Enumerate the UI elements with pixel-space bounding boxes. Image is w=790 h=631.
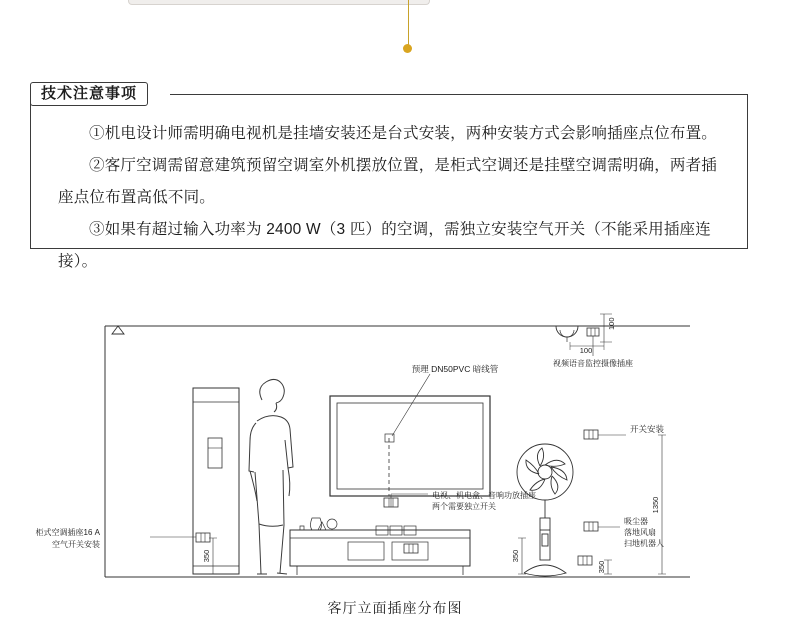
label-camera: 视频语音监控摄像插座	[553, 359, 633, 368]
note-item-2: ②客厅空调需留意建筑预留空调室外机摆放位置，是柜式空调还是挂壁空调需明确，两者插座点位布置高低不同。	[58, 157, 718, 206]
label-ac-cabinet-2: 空气开关安装	[52, 540, 100, 549]
note-item-1: ①机电设计师需明确电视机是挂墙安装还是台式安装，两种安装方式会影响插座点位布置。	[89, 125, 718, 142]
technical-notes-body	[58, 118, 730, 278]
label-fan-height: 350	[597, 560, 606, 574]
technical-notes-title: 技术注意事项	[30, 82, 148, 106]
label-tv-height: 350	[511, 549, 520, 563]
top-decorative-tab	[128, 0, 430, 5]
label-vacuum-2: 落地风扇	[624, 528, 656, 537]
note-item-3: ③如果有超过输入功率为 2400 W（3 匹）的空调，需独立安装空气开关（不能采用插座连接）。	[58, 221, 711, 270]
label-conduit: 预理 DN50PVC 暗线管	[411, 364, 499, 374]
label-switch: 开关安装	[630, 424, 665, 434]
pin-dot-icon	[403, 44, 412, 53]
label-tv-box-1: 电视、机电盒、音响功放插座	[432, 491, 536, 500]
label-ac-height: 350	[202, 549, 211, 563]
label-vacuum-3: 扫地机器人	[624, 539, 664, 548]
label-vacuum-1: 吸尘器	[624, 517, 648, 526]
drawing-caption: 客厅立面插座分布图	[327, 600, 463, 616]
label-ac-cabinet-1: 柜式空调插座16 A	[35, 528, 100, 537]
label-camera-dim-h: 100	[579, 346, 593, 355]
label-camera-dim-v: 100	[607, 317, 616, 330]
label-switch-height: 1350	[651, 496, 660, 514]
pin-line	[408, 0, 409, 48]
label-tv-box-2: 两个需要独立开关	[432, 502, 496, 511]
elevation-drawing	[0, 290, 790, 631]
